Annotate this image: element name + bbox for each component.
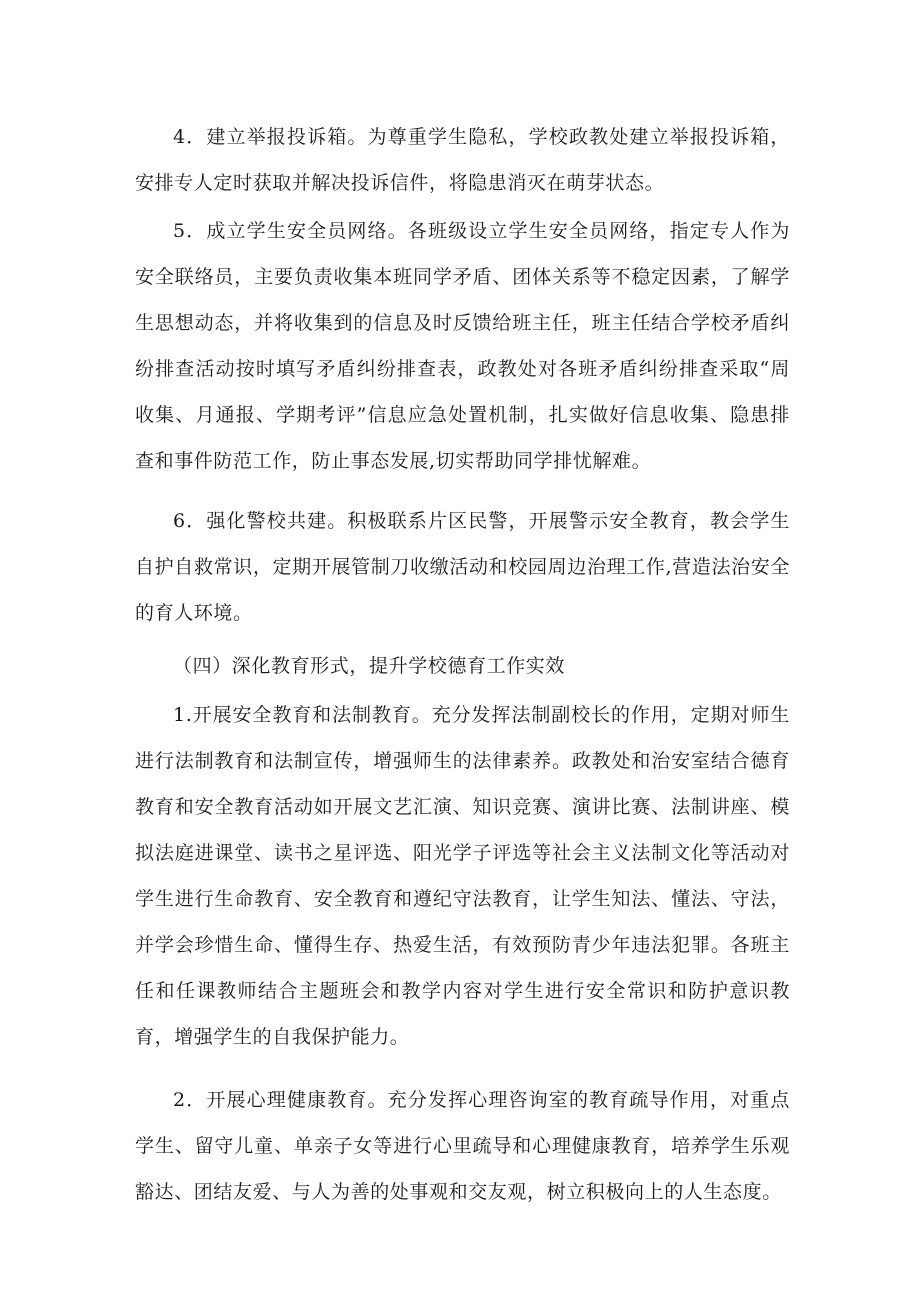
paragraph-5-safety-network: 5．成立学生安全员网络。各班级设立学生安全员网络，指定专人作为安全联络员，主要负责收集本班同学矛盾、团体关系等不稳定因素，了解学生思想动态，并将收集到的信息及时反馈给班主任，班主任结合学校矛盾纠纷排查活动按时填写矛盾纠纷排查表，政教处对各班矛盾纠纷排查采取“周收集、月通报、学期考评”信息应急处置机制，扎实做好信息收集、隐患排查和事件防范工作，防止事态发展,切实帮助同学排忧解难。 — [135, 220, 790, 472]
paragraph-1-legal-education: 1.开展安全教育和法制教育。充分发挥法制副校长的作用，定期对师生进行法制教育和法制宣传，增强师生的法律素养。政教处和治安室结合德育教育和安全教育活动如开展文艺汇演、知识竞赛、演讲比赛、法制讲座、模拟法庭进课堂、读书之星评选、阳光学子评选等社会主义法制文化等活动对学生进行生命教育、安全教育和遵纪守法教育，让学生知法、懂法、守法，并学会珍惜生命、懂得生存、热爱生活，有效预防青少年违法犯罪。各班主任和任课教师结合主题班会和教学内容对学生进行安全常识和防护意识教育，增强学生的自我保护能力。 — [135, 704, 790, 1048]
section-heading: （四）深化教育形式，提升学校德育工作实效 — [173, 655, 566, 677]
paragraph-2-mental-health: 2．开展心理健康教育。充分发挥心理咨询室的教育疏导作用，对重点学生、留守儿童、单亲子女等进行心里疏导和心理健康教育，培养学生乐观豁达、团结友爱、与人为善的处事观和交友观，树立积极向上的人生态度。 — [135, 1089, 790, 1203]
paragraph-4-complaint-box: 4．建立举报投诉箱。为尊重学生隐私，学校政教处建立举报投诉箱，安排专人定时获取并解决投诉信件，将隐患消灭在萌芽状态。 — [135, 126, 790, 194]
paragraph-6-police-school: 6．强化警校共建。积极联系片区民警，开展警示安全教育，教会学生自护自救常识，定期开展管制刀收缴活动和校园周边治理工作,营造法治安全的育人环境。 — [135, 510, 790, 624]
